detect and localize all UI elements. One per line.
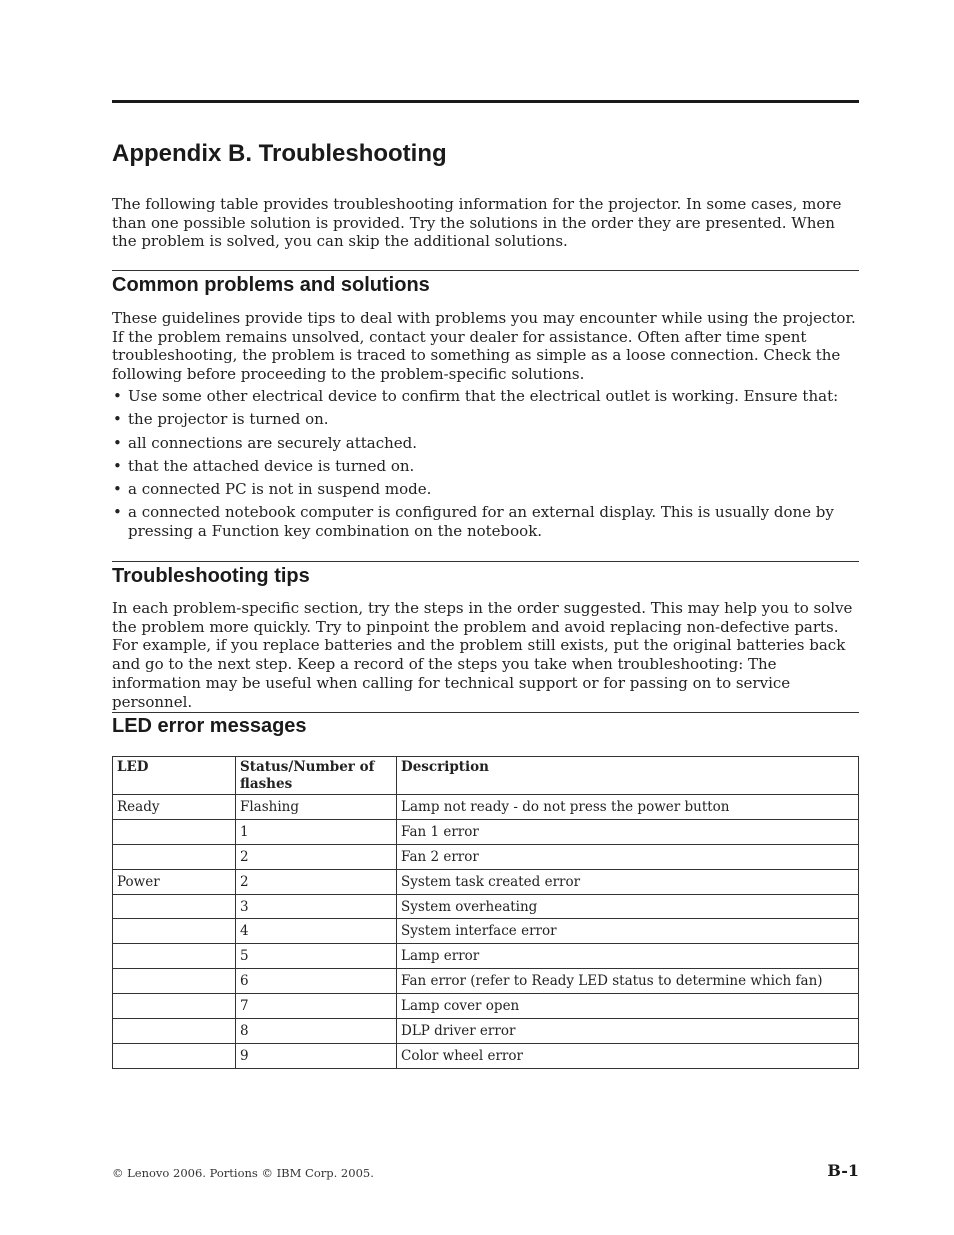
table-cell: Color wheel error [397, 1043, 859, 1068]
table-cell: 3 [236, 894, 397, 919]
table-cell: System interface error [397, 919, 859, 944]
column-header-status: Status/Number of flashes [236, 757, 397, 795]
table-cell: Fan 1 error [397, 819, 859, 844]
led-error-table [112, 756, 859, 1069]
table-row [113, 894, 859, 919]
section-rule [112, 270, 859, 271]
table-cell [113, 1043, 236, 1068]
table-cell [113, 994, 236, 1019]
table-cell: Lamp not ready - do not press the power button [397, 795, 859, 820]
table-cell: 6 [236, 969, 397, 994]
intro-paragraph: The following table provides troubleshooting information for the projector. In some cases, more than one possible solution is provided. Try the solutions in the order they are presented. When the problem is solved, you can skip the additional solutions. [112, 195, 842, 251]
list-item: • Use some other electrical device to confirm that the electrical outlet is working. Ensure that: [112, 387, 859, 406]
tips-heading: Troubleshooting tips [112, 565, 310, 587]
table-cell: Fan 2 error [397, 844, 859, 869]
column-header-description: Description [397, 757, 859, 795]
table-row [113, 869, 859, 894]
table-cell: System overheating [397, 894, 859, 919]
footer-copyright: © Lenovo 2006. Portions © IBM Corp. 2005. [112, 1166, 374, 1180]
table-cell: 4 [236, 919, 397, 944]
table-row [113, 1043, 859, 1068]
table-cell: System task created error [397, 869, 859, 894]
table-cell: Flashing [236, 795, 397, 820]
footer-page-number: B-1 [827, 1161, 859, 1180]
table-row [113, 919, 859, 944]
table-cell: 8 [236, 1019, 397, 1044]
list-item: • that the attached device is turned on. [112, 457, 859, 476]
table-cell: 5 [236, 944, 397, 969]
table-cell: 1 [236, 819, 397, 844]
table-cell [113, 844, 236, 869]
common-bullet-list [112, 387, 859, 545]
table-cell [113, 1019, 236, 1044]
table-cell: 2 [236, 869, 397, 894]
table-cell [113, 944, 236, 969]
table-cell: Fan error (refer to Ready LED status to determine which fan) [397, 969, 859, 994]
table-cell: 9 [236, 1043, 397, 1068]
common-heading: Common problems and solutions [112, 274, 430, 296]
tips-paragraph: In each problem-specific section, try the steps in the order suggested. This may help you to solve the problem more quickly. Try to pinpoint the problem and avoid replacing non-defective parts. For example, if you replace batteries and the problem still exists, put the original batteries back and go to the next step. Keep a record of the steps you take when troubleshooting: The information may be useful when calling for technical support or for passing on to service personnel. [112, 599, 853, 711]
list-item: • all connections are securely attached. [112, 434, 859, 453]
section-rule [112, 561, 859, 562]
table-row [113, 844, 859, 869]
section-rule [112, 712, 859, 713]
table-row [113, 795, 859, 820]
led-heading: LED error messages [112, 715, 307, 737]
table-cell: Power [113, 869, 236, 894]
table-cell [113, 894, 236, 919]
column-header-led: LED [113, 757, 236, 795]
common-paragraph: These guidelines provide tips to deal with problems you may encounter while using the projector. If the problem remains unsolved, contact your dealer for assistance. Often after time spent troubleshooting, the problem is traced to something as simple as a loose connection. Check the following before proceeding to the problem-specific solutions. [112, 309, 856, 384]
table-cell [113, 819, 236, 844]
table-cell [113, 919, 236, 944]
table-cell: Lamp cover open [397, 994, 859, 1019]
table-row [113, 969, 859, 994]
table-cell: 7 [236, 994, 397, 1019]
table-row [113, 944, 859, 969]
table-cell: DLP driver error [397, 1019, 859, 1044]
table-cell: 2 [236, 844, 397, 869]
page-title: Appendix B. Troubleshooting [112, 140, 447, 167]
list-item: • the projector is turned on. [112, 410, 859, 429]
table-row [113, 1019, 859, 1044]
top-rule [112, 100, 859, 103]
list-item: • a connected PC is not in suspend mode. [112, 480, 859, 499]
table-row [113, 994, 859, 1019]
table-cell: Lamp error [397, 944, 859, 969]
table-cell: Ready [113, 795, 236, 820]
table-header-row [113, 757, 859, 795]
table-cell [113, 969, 236, 994]
table-row [113, 819, 859, 844]
list-item: • a connected notebook computer is configured for an external display. This is usually done by pressing a Function key combination on the notebook. [112, 503, 859, 540]
